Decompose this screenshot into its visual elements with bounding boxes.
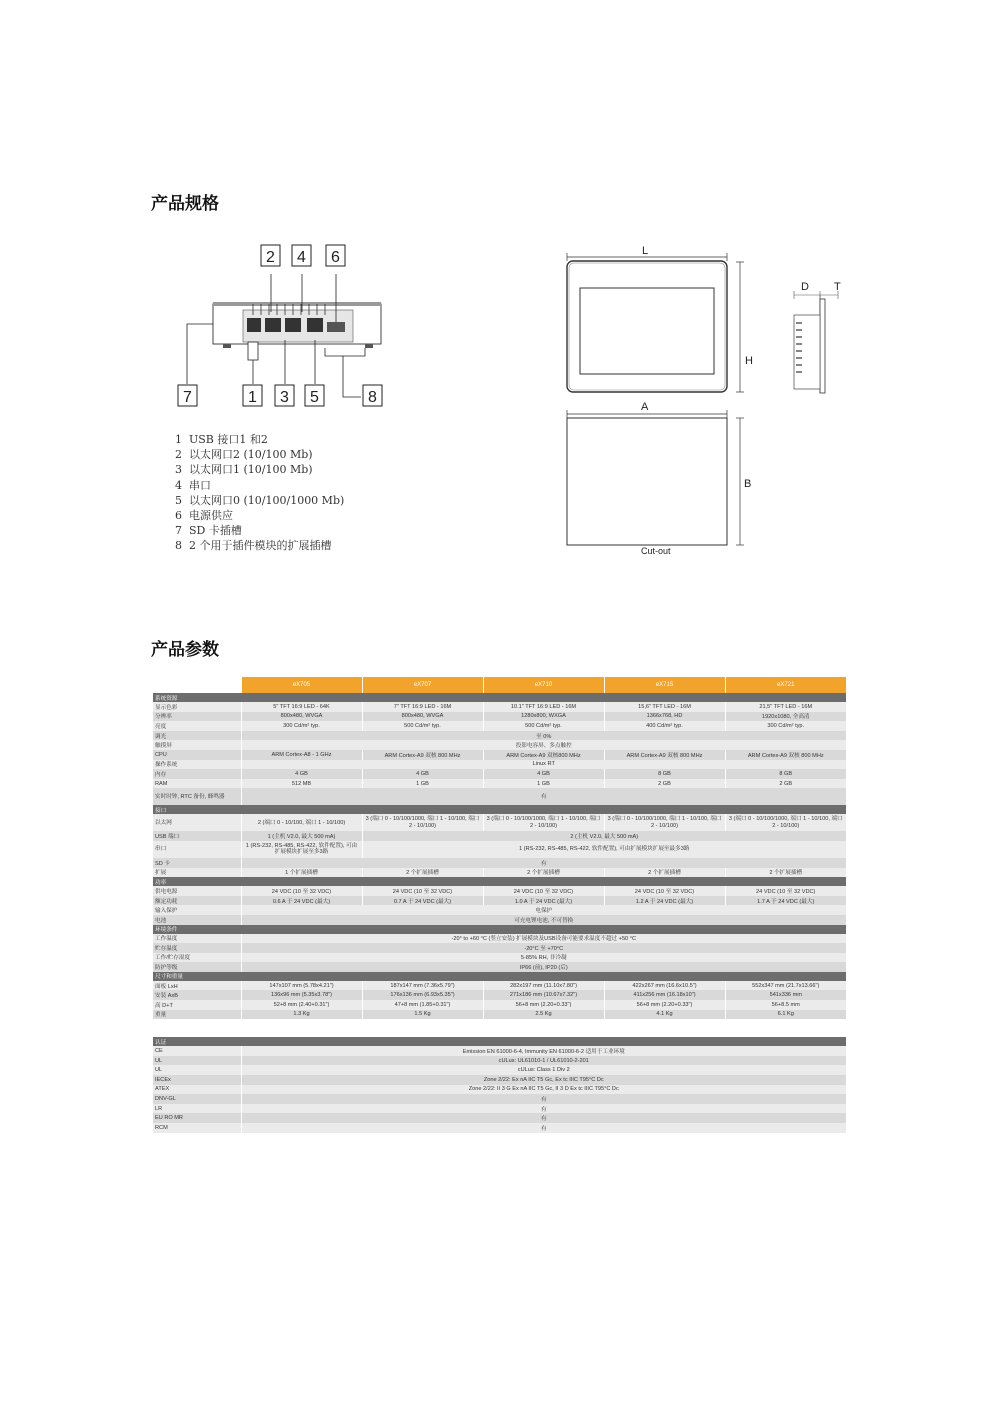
table-cell: 1 GB [483, 779, 604, 789]
row-label: CE [153, 1046, 241, 1056]
callout-2: 2 [266, 249, 275, 266]
table-row [153, 934, 846, 944]
table-row [153, 1113, 846, 1123]
table-row [153, 731, 846, 741]
table-cell: 187x147 mm (7.36x5.79") [362, 981, 483, 991]
section-header-row [153, 972, 846, 981]
table-row [153, 990, 846, 1000]
row-label: 实时时钟, RTC 备份, 蜂鸣器 [153, 788, 241, 805]
legend-item: 2 以太网口2 (10/100 Mb) [175, 448, 313, 462]
section-header-row [153, 1037, 846, 1046]
table-cell: 6.1 Kg [725, 1010, 846, 1020]
row-label: CPU [153, 750, 241, 760]
table-cell: ARM Cortex-A9 双核800 MHz [483, 750, 604, 760]
row-label: 供电电源 [153, 886, 241, 896]
table-row [153, 788, 846, 805]
table-row [153, 1010, 846, 1020]
section-header-row [153, 925, 846, 934]
table-row [153, 981, 846, 991]
table-cell: 4 GB [241, 769, 362, 779]
row-label: 贮存温度 [153, 943, 241, 953]
dimension-label-t: T [834, 281, 841, 293]
table-cell: 411x256 mm (16.18x10") [604, 990, 725, 1000]
table-cell: 1.2 A 于 24 VDC (最大) [604, 896, 725, 906]
side-dimension-drawing [780, 275, 850, 395]
row-label: RCM [153, 1123, 241, 1133]
table-cell: 541x336 mm [725, 990, 846, 1000]
table-cell: IP66 (前), IP20 (后) [241, 962, 846, 972]
table-cell: 7" TFT 16:9 LED - 16M [362, 702, 483, 712]
table-cell: cULus: Class 1 Div 2 [241, 1065, 846, 1075]
table-cell: 147x107 mm (5.78x4.21") [241, 981, 362, 991]
row-label: 调光 [153, 731, 241, 741]
row-label: 工作温度 [153, 934, 241, 944]
table-cell: 56+8.5 mm [725, 1000, 846, 1010]
table-cell: cULus: UL61010-1 / UL61010-2-201 [241, 1056, 846, 1066]
row-label: 重量 [153, 1010, 241, 1020]
table-cell: 有 [241, 788, 846, 805]
section-title: 尺寸和重量 [153, 972, 846, 981]
table-cell: 500 Cd/m² typ. [362, 721, 483, 731]
row-label: 电池 [153, 915, 241, 925]
dimension-label-l: L [642, 245, 649, 257]
table-cell: 3 (端口 0 - 10/100/1000, 端口 1 - 10/100, 端口 2 - 10/100) [725, 814, 846, 831]
table-cell: 有 [241, 1113, 846, 1123]
row-label: 输入保护 [153, 905, 241, 915]
table-cell: 有 [241, 1123, 846, 1133]
dimension-label-h: H [745, 355, 753, 367]
legend-item: 8 2 个用于插件模块的扩展插槽 [175, 539, 332, 553]
section-header-row [153, 877, 846, 886]
row-label: ATEX [153, 1085, 241, 1095]
table-cell: 投影电容屏、多点触控 [241, 740, 846, 750]
table-row [153, 868, 846, 878]
row-label: 触摸屏 [153, 740, 241, 750]
table-row [153, 1056, 846, 1066]
table-cell: 21,5" TFT LED - 16M [725, 702, 846, 712]
table-cell: 1 个扩展插槽 [241, 868, 362, 878]
table-cell: 2 (主机 V2.0, 最大 500 mA) [362, 831, 846, 841]
table-row [153, 962, 846, 972]
row-label: 额定功耗 [153, 896, 241, 906]
table-cell: 24 VDC (10 至 32 VDC) [604, 886, 725, 896]
table-row [153, 1075, 846, 1085]
section-title: 接口 [153, 805, 846, 814]
spacer-row [153, 1019, 846, 1037]
table-row [153, 712, 846, 722]
table-cell: 2 个扩展插槽 [362, 868, 483, 878]
row-label: RAM [153, 779, 241, 789]
table-cell: 2 GB [604, 779, 725, 789]
table-row [153, 814, 846, 831]
table-cell: 0.7 A 于 24 VDC (最大) [362, 896, 483, 906]
port-legend [175, 432, 344, 554]
table-cell: 24 VDC (10 至 32 VDC) [241, 886, 362, 896]
table-cell: 500 Cd/m² typ. [483, 721, 604, 731]
table-row [153, 1104, 846, 1114]
table-cell: 有 [241, 858, 846, 868]
row-label: DNV-GL [153, 1094, 241, 1104]
table-row [153, 896, 846, 906]
table-cell: Zone 2/22: Ex nA IIC T5 Gc, Ex tc IIIC T95°C Dc [241, 1075, 846, 1085]
front-dimension-drawing [545, 240, 760, 400]
table-cell: ARM Cortex-A8 - 1 GHz [241, 750, 362, 760]
model-header: eX721 [725, 677, 846, 693]
table-row [153, 915, 846, 925]
row-label: LR [153, 1104, 241, 1114]
callout-3: 3 [280, 389, 289, 406]
table-cell: Zone 2/22: II 3 G Ex nA IIC T5 Gc, II 3 D Ex tc IIIC T95°C Dc [241, 1085, 846, 1095]
dimension-label-b: B [744, 478, 752, 490]
table-cell: 可充电锂电池, 不可替换 [241, 915, 846, 925]
table-cell: 1920x1080, 全高清 [725, 712, 846, 722]
callout-1: 1 [248, 389, 257, 406]
table-row [153, 1094, 846, 1104]
table-cell: 4.1 Kg [604, 1010, 725, 1020]
table-cell: 1366x768, HD [604, 712, 725, 722]
table-row [153, 858, 846, 868]
row-label: UL [153, 1056, 241, 1066]
table-cell: 4 GB [362, 769, 483, 779]
table-cell: 47+8 mm (1.85+0.31") [362, 1000, 483, 1010]
model-header-row [153, 677, 846, 693]
row-label: 分辨率 [153, 712, 241, 722]
row-label: 内存 [153, 769, 241, 779]
table-row [153, 769, 846, 779]
table-cell: 282x197 mm (11.10x7.80") [483, 981, 604, 991]
table-cell: 800x480, WVGA [362, 712, 483, 722]
table-cell: 1 (RS-232, RS-485, RS-422, 软件配置), 可由扩展模块扩展至最多3路 [362, 841, 846, 858]
table-row [153, 1046, 846, 1056]
table-row [153, 760, 846, 770]
table-cell: -20°C 至 +70°C [241, 943, 846, 953]
row-label: 面板 LxH [153, 981, 241, 991]
table-cell: 2 (端口 0 - 10/100, 端口 1 - 10/100) [241, 814, 362, 831]
table-row [153, 740, 846, 750]
table-row [153, 886, 846, 896]
table-cell: ARM Cortex-A9 双核 800 MHz [362, 750, 483, 760]
row-label: 显示色彩 [153, 702, 241, 712]
table-cell: 512 MB [241, 779, 362, 789]
table-cell: 8 GB [604, 769, 725, 779]
table-cell: 52+8 mm (2.40+0.31") [241, 1000, 362, 1010]
table-row [153, 721, 846, 731]
table-cell: Linux RT [241, 760, 846, 770]
table-cell: 1 (RS-232, RS-485, RS-422, 软件配置), 可由扩展模块扩展至多3路 [241, 841, 362, 858]
cutout-label: Cut-out [641, 546, 671, 556]
row-label: 亮度 [153, 721, 241, 731]
table-row [153, 841, 846, 858]
section-heading-params: 产品参数 [151, 640, 219, 660]
legend-item: 4 串口 [175, 478, 211, 492]
table-row [153, 1000, 846, 1010]
table-row [153, 750, 846, 760]
table-cell: 552x347 mm (21.7x13.66") [725, 981, 846, 991]
legend-item: 6 电源供应 [175, 508, 233, 522]
section-heading-spec: 产品规格 [151, 194, 219, 214]
row-label: 高 D+T [153, 1000, 241, 1010]
section-title: 系统资源 [153, 693, 846, 702]
section-header-row [153, 805, 846, 814]
table-row [153, 905, 846, 915]
callout-6: 6 [331, 249, 340, 266]
table-cell: 2 个扩展插槽 [604, 868, 725, 878]
table-cell: 400 Cd/m² typ. [604, 721, 725, 731]
legend-item: 3 以太网口1 (10/100 Mb) [175, 463, 313, 477]
table-cell: 24 VDC (10 至 32 VDC) [483, 886, 604, 896]
table-cell: -20° to +60 °C (竖立安装) 扩展模块及USB设备可能要求温度不超过 +50 °C [241, 934, 846, 944]
table-row [153, 1065, 846, 1075]
table-row [153, 779, 846, 789]
section-header-row [153, 693, 846, 702]
legend-item: 5 以太网口0 (10/100/1000 Mb) [175, 493, 345, 507]
table-cell: 4 GB [483, 769, 604, 779]
table-cell: 5" TFT 16:9 LED - 64K [241, 702, 362, 712]
table-cell: 1280x800, WXGA [483, 712, 604, 722]
table-cell: 2 个扩展插槽 [483, 868, 604, 878]
table-cell: 3 (端口 0 - 10/100/1000, 端口 1 - 10/100, 端口 2 - 10/100) [483, 814, 604, 831]
dimension-label-a: A [641, 401, 649, 413]
table-cell: 1.7 A 于 24 VDC (最大) [725, 896, 846, 906]
table-cell: 2 个扩展插槽 [725, 868, 846, 878]
table-cell: 1.5 Kg [362, 1010, 483, 1020]
table-cell: 3 (端口 0 - 10/100/1000, 端口 1 - 10/100, 端口 2 - 10/100) [604, 814, 725, 831]
table-cell: 800x480, WVGA [241, 712, 362, 722]
row-label: SD 卡 [153, 858, 241, 868]
table-cell: 136x96 mm (5.35x3.78") [241, 990, 362, 1000]
table-cell: 2 GB [725, 779, 846, 789]
cutout-dimension-drawing [545, 398, 760, 558]
legend-item: 1 USB 接口1 和2 [175, 433, 268, 446]
row-label: UL [153, 1065, 241, 1075]
table-cell: 2.5 Kg [483, 1010, 604, 1020]
table-row [153, 943, 846, 953]
table-cell: Emission EN 61000-6-4, Immunity EN 61000-6-2 适用于工业环境 [241, 1046, 846, 1056]
table-row [153, 831, 846, 841]
model-header: eX710 [483, 677, 604, 693]
table-row [153, 1085, 846, 1095]
table-cell: 8 GB [725, 769, 846, 779]
dimension-label-d: D [801, 281, 809, 293]
port-diagram [175, 240, 395, 415]
table-row [153, 1123, 846, 1133]
row-label: IECEx [153, 1075, 241, 1085]
table-cell: 271x186 mm (10.67x7.32") [483, 990, 604, 1000]
row-label: USB 端口 [153, 831, 241, 841]
table-cell: 10.1" TFT 16:9 LED - 16M [483, 702, 604, 712]
table-cell: 5-85% RH, 非冷凝 [241, 953, 846, 963]
spec-table [153, 677, 846, 1133]
table-cell: 1 (主机 V2.0, 最大 500 mA) [241, 831, 362, 841]
callout-7: 7 [183, 389, 192, 406]
table-cell: 24 VDC (10 至 32 VDC) [725, 886, 846, 896]
spec-table-body [153, 693, 846, 1133]
row-label: 安装 AxB [153, 990, 241, 1000]
table-cell: 1 GB [362, 779, 483, 789]
row-label: EU RO MR [153, 1113, 241, 1123]
table-cell: 15,6" TFT LED - 16M [604, 702, 725, 712]
table-cell: 176x136 mm (6.93x5.35") [362, 990, 483, 1000]
table-cell: 56+8 mm (2.20+0.33") [483, 1000, 604, 1010]
row-label: 扩展 [153, 868, 241, 878]
table-cell: ARM Cortex-A9 双核 800 MHz [604, 750, 725, 760]
section-title: 环境条件 [153, 925, 846, 934]
table-cell: 0.6 A 于 24 VDC (最大) [241, 896, 362, 906]
callout-4: 4 [297, 249, 306, 266]
model-header: eX715 [604, 677, 725, 693]
table-cell: 56+8 mm (2.20+0.33") [604, 1000, 725, 1010]
table-row [153, 953, 846, 963]
row-label: 串口 [153, 841, 241, 858]
table-cell: 1.0 A 于 24 VDC (最大) [483, 896, 604, 906]
callout-5: 5 [310, 389, 319, 406]
legend-item: 7 SD 卡插槽 [175, 524, 242, 538]
table-cell: 300 Cd/m² typ. [725, 721, 846, 731]
table-cell: 3 (端口 0 - 10/100/1000, 端口 1 - 10/100, 端口 2 - 10/100) [362, 814, 483, 831]
section-title: 认证 [153, 1037, 846, 1046]
row-label: 以太网 [153, 814, 241, 831]
table-cell: 422x267 mm (16.6x10.5") [604, 981, 725, 991]
row-label: 操作系统 [153, 760, 241, 770]
table-cell: ARM Cortex-A9 双核 800 MHz [725, 750, 846, 760]
table-cell: 有 [241, 1094, 846, 1104]
table-cell: 300 Cd/m² typ. [241, 721, 362, 731]
model-header: eX705 [241, 677, 362, 693]
table-cell: 至 0% [241, 731, 846, 741]
table-row [153, 702, 846, 712]
section-title: 功率 [153, 877, 846, 886]
table-cell: 电保护 [241, 905, 846, 915]
table-cell: 24 VDC (10 至 32 VDC) [362, 886, 483, 896]
table-cell: 有 [241, 1104, 846, 1114]
table-cell: 1.3 Kg [241, 1010, 362, 1020]
row-label: 工作/贮存湿度 [153, 953, 241, 963]
row-label: 防护等级 [153, 962, 241, 972]
model-header: eX707 [362, 677, 483, 693]
callout-8: 8 [368, 389, 377, 406]
